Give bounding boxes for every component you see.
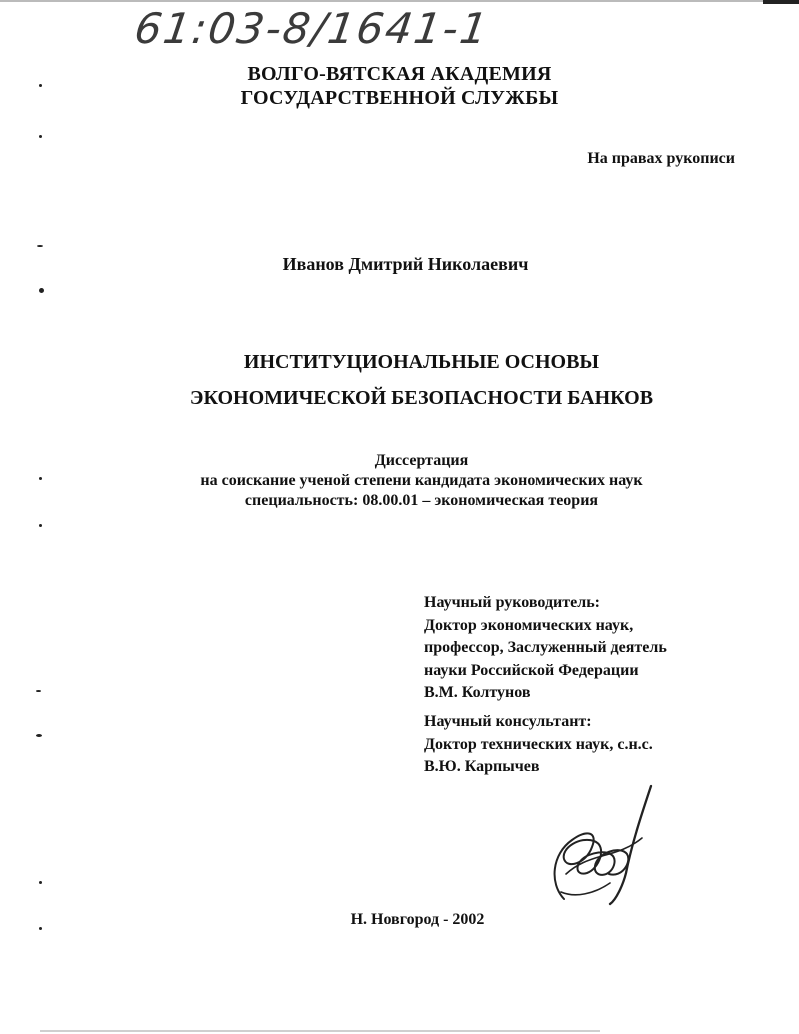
- scan-mark: [37, 245, 43, 247]
- dissertation-title: [22, 344, 799, 416]
- supervisor-degree: Доктор экономических наук,: [424, 616, 634, 634]
- dissertation-description: [22, 451, 799, 511]
- author-name: Иванов Дмитрий Николаевич: [282, 254, 529, 274]
- scan-mark: [39, 288, 44, 293]
- scan-mark: [36, 690, 41, 692]
- signature-icon: [544, 782, 662, 910]
- place-and-year: Н. Новгород - 2002: [350, 911, 485, 928]
- scan-bottom-edge: [40, 1030, 600, 1032]
- handwritten-registration-number: 61:03-8/1641-1: [131, 4, 493, 53]
- supervisor-honor: науки Российской Федерации: [424, 661, 639, 679]
- scan-mark: [39, 881, 42, 884]
- specialty-description: специальность: 08.00.01 – экономическая теория: [244, 492, 599, 509]
- title-line-1: ИНСТИТУЦИОНАЛЬНЫЕ ОСНОВЫ: [243, 351, 600, 373]
- scan-mark: [39, 524, 42, 527]
- scan-corner-mark: [763, 0, 799, 4]
- institution-line-1: ВОЛГО-ВЯТСКАЯ АКАДЕМИЯ: [247, 63, 552, 85]
- scan-mark: [39, 135, 42, 138]
- consultant-name: В.Ю. Карпычев: [424, 758, 540, 775]
- scientific-supervisor: [424, 592, 667, 705]
- title-line-2: ЭКОНОМИЧЕСКОЙ БЕЗОПАСНОСТИ БАНКОВ: [189, 387, 654, 409]
- institution-name: [0, 62, 799, 110]
- supervisor-name: В.М. Колтунов: [424, 684, 531, 701]
- institution-line-2: ГОСУДАРСТВЕННОЙ СЛУЖБЫ: [240, 87, 559, 109]
- dissertation-type: Диссертация: [374, 452, 469, 469]
- consultant-degree: Доктор технических наук, с.н.с.: [424, 735, 653, 753]
- scan-mark: [36, 734, 42, 737]
- consultant-label: Научный консультант:: [424, 713, 592, 730]
- supervisor-title: профессор, Заслуженный деятель: [424, 639, 667, 656]
- degree-description: на соискание ученой степени кандидата экономических наук: [200, 472, 643, 489]
- supervisor-label: Научный руководитель:: [424, 594, 600, 611]
- scientific-consultant: [424, 711, 653, 779]
- scan-top-edge: [0, 0, 799, 2]
- manuscript-rights-note: На правах рукописи: [587, 150, 735, 167]
